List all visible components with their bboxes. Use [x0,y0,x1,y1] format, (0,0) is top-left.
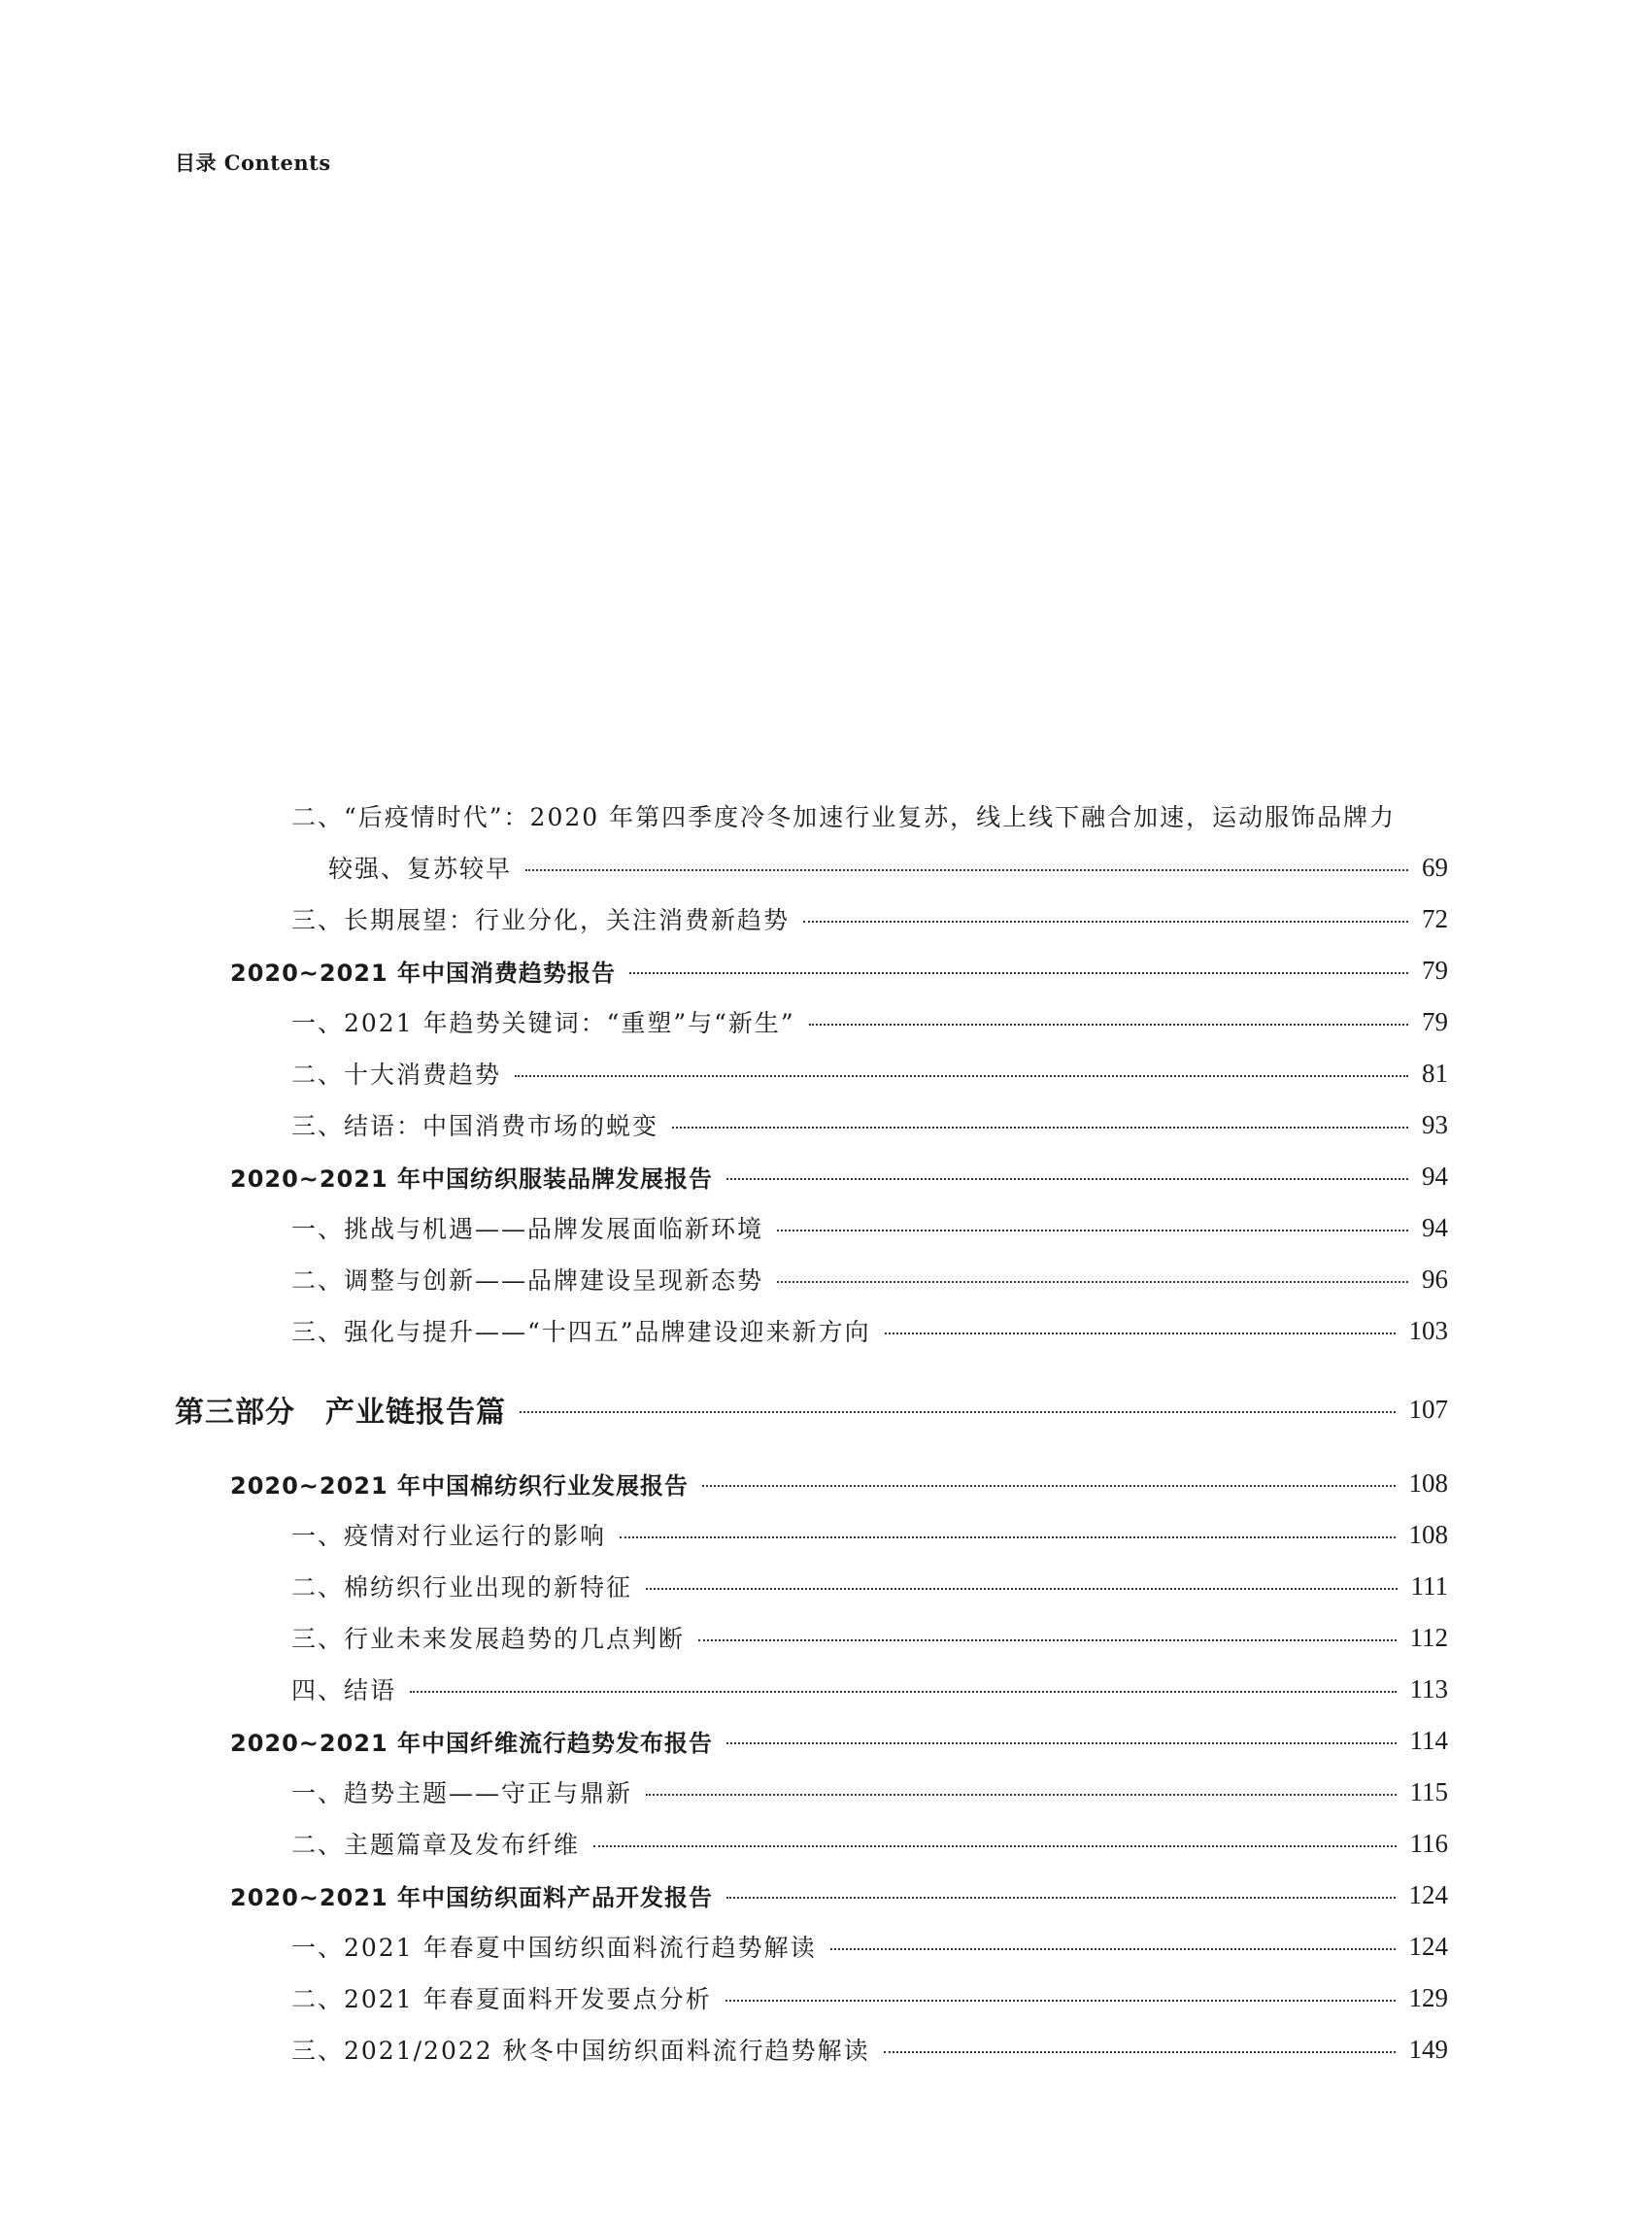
toc-page-number: 79 [1422,955,1448,985]
dot-leader [620,1536,1395,1538]
toc-page-number: 114 [1409,1725,1448,1755]
toc-page-number: 93 [1422,1109,1448,1139]
toc-page-number: 113 [1409,1673,1448,1703]
toc-entry-text: 一、趋势主题——守正与鼎新 [291,1779,633,1807]
toc-page-number: 124 [1408,1879,1448,1909]
dot-leader [672,1127,1408,1129]
toc-entry-text: 2020~2021 年中国棉纺织行业发展报告 [230,1471,690,1500]
toc-page-number: 108 [1408,1467,1448,1498]
toc-page-number: 107 [1408,1394,1448,1424]
dot-leader [410,1691,1396,1693]
toc-entry[interactable] [230,952,1448,989]
toc-page-number: 111 [1410,1570,1448,1601]
toc-entry-text: 二、十大消费趋势 [291,1061,502,1089]
toc-entry[interactable] [230,1722,1448,1759]
toc-page-number: 112 [1409,1622,1448,1652]
dot-leader [809,1024,1408,1026]
toc-entry-text: 二、棉纺织行业出现的新特征 [291,1573,633,1602]
dot-leader [803,921,1408,923]
toc-entry-text: 第三部分 产业链报告篇 [175,1396,506,1430]
dot-leader [515,1075,1408,1077]
toc-page-number: 94 [1422,1212,1448,1242]
toc-entry-text: 2020~2021 年中国纤维流行趋势发布报告 [230,1729,714,1757]
toc-entry[interactable] [291,1928,1448,1965]
toc-entry-text: 三、长期展望：行业分化，关注消费新趋势 [291,906,791,934]
toc-page-number: 103 [1408,1315,1448,1345]
toc-entry-text: 一、疫情对行业运行的影响 [291,1522,607,1550]
toc-entry[interactable] [230,1465,1448,1501]
toc-entry-text: 二、主题篇章及发布纤维 [291,1831,581,1859]
toc-entry-text: 三、强化与提升——“十四五”品牌建设迎来新方向 [291,1318,871,1346]
toc-entry-text: 一、2021 年趋势关键词：“重塑”与“新生” [291,1009,795,1037]
toc-page-number: 72 [1422,903,1448,933]
toc-entry-text: 四、结语 [291,1676,397,1704]
toc-entry[interactable] [291,1209,1448,1246]
dot-leader [702,1485,1395,1487]
toc-entry-text: 一、2021 年春夏中国纺织面料流行趋势解读 [291,1934,817,1962]
toc-entry-text: 三、结语：中国消费市场的蜕变 [291,1112,659,1140]
toc-entry-text: 二、调整与创新——品牌建设呈现新态势 [291,1266,764,1295]
toc-entry-text: 较强、复苏较早 [328,855,513,883]
dot-leader [726,1178,1408,1180]
toc-entry[interactable] [291,1261,1448,1298]
dot-leader [777,1230,1408,1231]
toc-entry[interactable] [291,1773,1448,1810]
dot-leader [885,1332,1396,1334]
dot-leader [593,1845,1396,1847]
toc-entry[interactable] [291,1003,1448,1040]
dot-leader [884,2051,1396,2053]
dot-leader [777,1281,1408,1283]
toc-entry[interactable] [230,1876,1448,1913]
toc-page-number: 69 [1422,852,1448,882]
page-header-title: 目录 Contents [175,151,331,175]
toc-entry[interactable] [291,1979,1448,2016]
dot-leader [830,1948,1396,1950]
toc-entry-text: 三、2021/2022 秋冬中国纺织面料流行趋势解读 [291,2037,870,2065]
dot-leader [726,1742,1396,1744]
toc-entry[interactable] [230,1158,1448,1195]
toc-entry[interactable] [291,1825,1448,1862]
toc-entry[interactable] [291,1106,1448,1143]
dot-leader [520,1411,1396,1413]
toc-entry[interactable] [291,900,1448,937]
toc-entry-text: 三、行业未来发展趋势的几点判断 [291,1625,686,1653]
toc-entry-text: 2020~2021 年中国消费趋势报告 [230,959,617,987]
toc-entry-text: 二、2021 年春夏面料开发要点分析 [291,1985,712,2013]
toc-entry-text: 一、挑战与机遇——品牌发展面临新环境 [291,1215,764,1243]
toc-page-number: 94 [1422,1161,1448,1191]
toc-entry-text: 2020~2021 年中国纺织面料产品开发报告 [230,1883,714,1911]
dot-leader [725,2000,1396,2002]
toc-page-number: 108 [1408,1519,1448,1549]
toc-entry[interactable] [291,1619,1448,1656]
toc-part-entry[interactable] [175,1387,1448,1432]
toc-page-number: 81 [1422,1058,1448,1088]
dot-leader [646,1588,1397,1590]
toc-entry[interactable] [291,1312,1448,1349]
toc-page-number: 124 [1408,1931,1448,1961]
toc-entry[interactable] [291,1568,1448,1604]
toc-page-number: 149 [1408,2034,1448,2064]
dot-leader [726,1897,1395,1899]
dot-leader [525,869,1408,871]
toc-entry[interactable] [291,1516,1448,1553]
dot-leader [629,972,1408,974]
toc-page-number: 129 [1408,1982,1448,2012]
toc-page-number: 79 [1422,1006,1448,1036]
dot-leader [646,1794,1396,1796]
toc-entry[interactable] [291,2031,1448,2068]
toc-page-number: 96 [1422,1264,1448,1294]
dot-leader [698,1639,1396,1641]
toc-entry[interactable] [291,1670,1448,1707]
toc-entry-text: 2020~2021 年中国纺织服装品牌发展报告 [230,1164,714,1193]
toc-page-number: 115 [1409,1776,1448,1806]
toc-entry[interactable] [291,1055,1448,1092]
toc-page-number: 116 [1409,1828,1448,1858]
toc-entry-text: 二、“后疫情时代”：2020 年第四季度冷冬加速行业复苏，线上线下融合加速，运动服饰品牌力 [291,803,1397,831]
toc-entry[interactable] [328,849,1448,886]
